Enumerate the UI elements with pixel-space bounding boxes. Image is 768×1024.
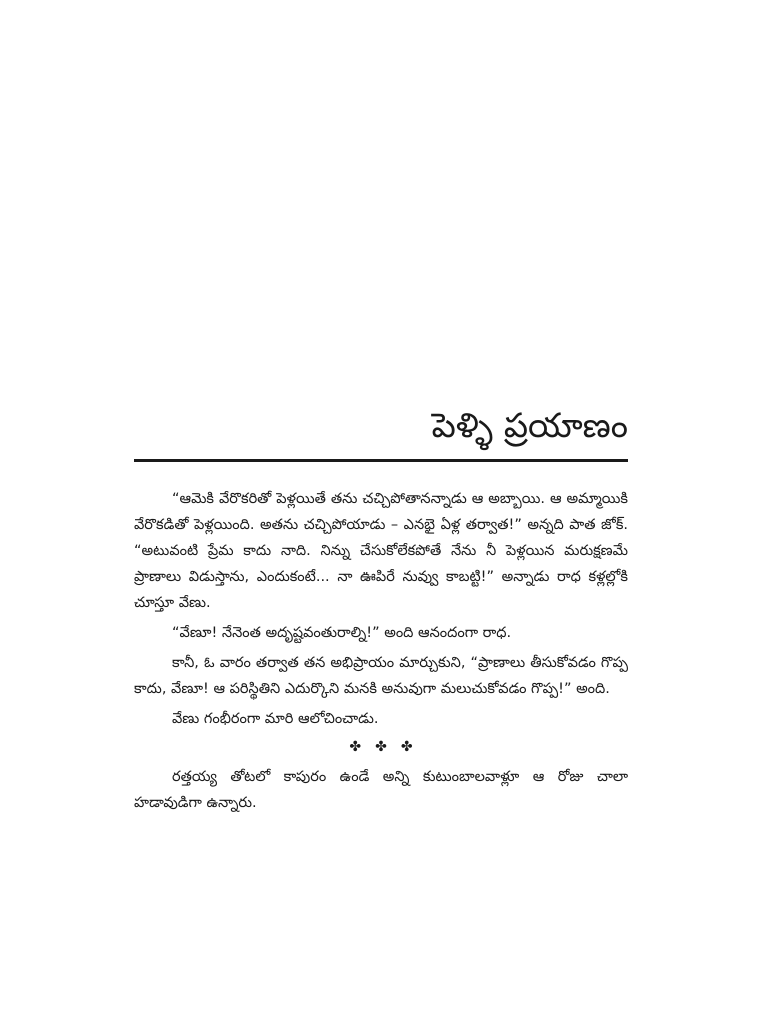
section-separator: ✤✤✤	[349, 739, 427, 755]
paragraph-5: రత్తయ్య తోటలో కాపురం ఉండే అన్ని కుటుంబాలవాళ్లూ ఆ రోజు చాలా హడావుడిగా ఉన్నారు.	[134, 769, 628, 811]
chapter-body	[134, 486, 628, 820]
chapter-title: పెళ్ళి ప్రయాణం	[431, 406, 628, 446]
paragraph-3: కానీ, ఓ వారం తర్వాత తన అభిప్రాయం మార్చుకుని, “ప్రాణాలు తీసుకోవడం గొప్ప కాదు, వేణూ! ఆ పరిస్థితిని ఎదుర్కొని మనకి అనువుగా మలుచుకోవడం గొప్ప!” అంది.	[134, 655, 628, 697]
paragraph-4: వేణు గంభీరంగా మారి ఆలోచించాడు.	[172, 711, 379, 727]
paragraph-2: “వేణూ! నేనెంత అదృష్టవంతురాల్ని!” అంది ఆనందంగా రాధ.	[172, 625, 512, 641]
paragraph-1: “ఆమెకి వేరొకరితో పెళ్లయితే తను చచ్చిపోతానన్నాడు ఆ అబ్బాయి. ఆ అమ్మాయికి వేరొకడితో పెళ్లయింది. అతను చచ్చిపోయాడు – ఎనభై ఏళ్ల తర్వాత!” అన్నది పాత జోక్. “అటువంటి ప్రేమ కాదు నాది. నిన్ను చేసుకోలేకపోతే నేను నీ పెళ్లయిన మరుక్షణమే ప్రాణాలు విడుస్తాను, ఎందుకంటే... నా ఊపిరే నువ్వు కాబట్టి!” అన్నాడు రాధ కళ్లల్లోకి చూస్తూ వేణు.	[134, 491, 628, 611]
title-divider	[134, 459, 628, 462]
